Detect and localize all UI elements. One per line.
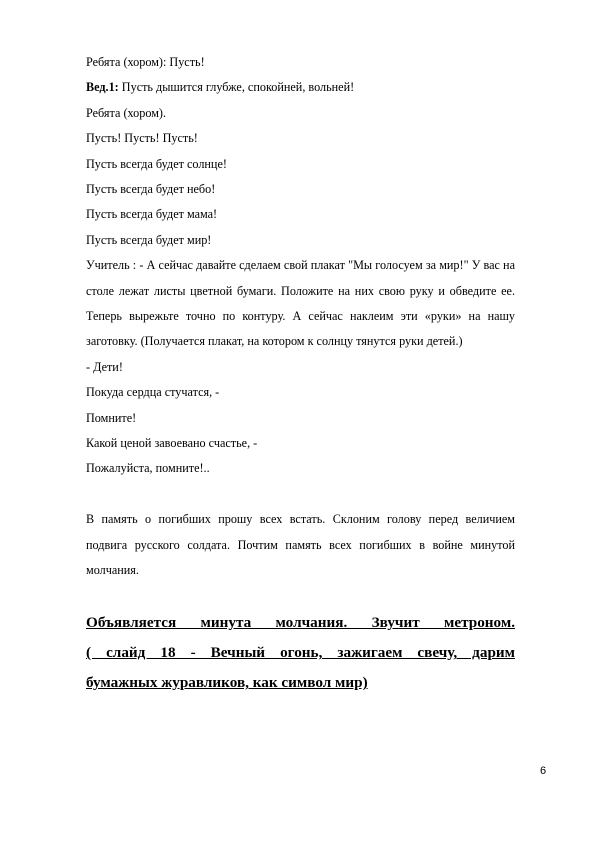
speaker-label: Вед.1: bbox=[86, 80, 119, 95]
text-line: Ребята (хором). bbox=[86, 105, 167, 120]
text-line: Пусть всегда будет мама! bbox=[86, 207, 218, 222]
ved-line bbox=[86, 75, 515, 100]
text-line: Пусть всегда будет солнце! bbox=[86, 156, 227, 171]
poem-line: Помните! bbox=[86, 410, 137, 425]
page-content bbox=[86, 50, 515, 698]
heading-line: ( слайд 18 - Вечный огонь, зажигаем свечу, дарим bbox=[86, 644, 515, 662]
text-line: Пусть! Пусть! Пусть! bbox=[86, 131, 198, 146]
memory-paragraph: В память о погибших прошу всех встать. Склоним голову перед величием подвига русского солдата. Почтим память всех погибших в войне минутой молчания. bbox=[86, 512, 515, 577]
teacher-paragraph: Учитель : - А сейчас давайте сделаем свой плакат "Мы голосуем за мир!" У вас на столе лежат листы цветной бумаги. Положите на них свою руку и обведите ее. Теперь вырежьте точно по контуру. А сейчас наклеим эти «руки» на нашу заготовку. (Получается плакат, на котором к солнцу тянутся руки детей.) bbox=[86, 258, 515, 349]
text-line: Пусть всегда будет мир! bbox=[86, 232, 212, 247]
poem-line: Какой ценой завоевано счастье, - bbox=[86, 435, 258, 450]
poem-line: - Дети! bbox=[86, 359, 123, 374]
heading-line: Объявляется минута молчания. Звучит метроном. bbox=[86, 614, 515, 632]
poem-line: Покуда сердца стучатся, - bbox=[86, 385, 220, 400]
poem-line: Пожалуйста, помните!.. bbox=[86, 461, 210, 476]
section-heading bbox=[86, 608, 515, 698]
page-number: 6 bbox=[540, 765, 547, 777]
speaker-text: Пусть дышится глубже, спокойней, вольней! bbox=[118, 80, 355, 95]
heading-line: бумажных журавликов, как символ мир) bbox=[86, 674, 368, 692]
text-line: Пусть всегда будет небо! bbox=[86, 181, 216, 196]
text-line: Ребята (хором): Пусть! bbox=[86, 55, 205, 69]
